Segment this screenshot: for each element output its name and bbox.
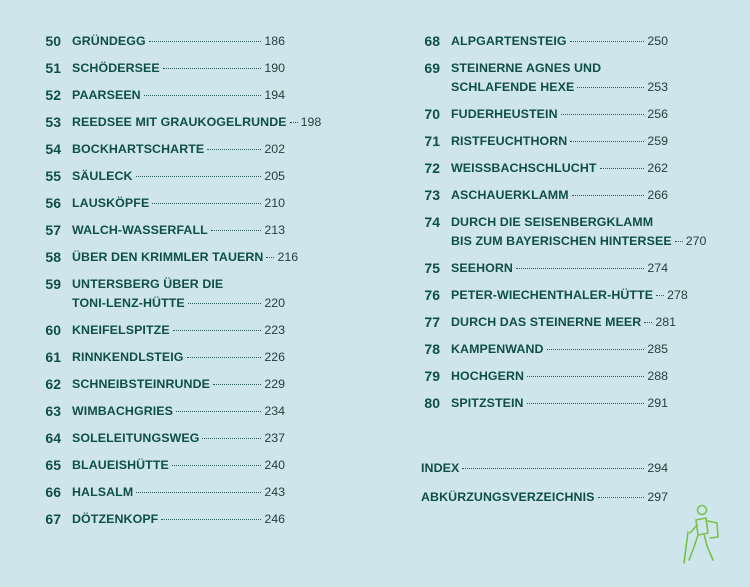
- toc-entry-body: [451, 160, 668, 177]
- toc-entry-body: [451, 214, 707, 250]
- toc-entry-line: [451, 33, 668, 50]
- toc-entry-line: [451, 214, 668, 231]
- toc-entry-number: 60: [45, 322, 61, 338]
- toc-entry-page-number: 274: [647, 261, 668, 275]
- toc-entry-title: KAMPENWAND: [451, 342, 544, 356]
- dot-leader: [207, 149, 261, 150]
- toc-entry-number: 65: [45, 457, 61, 473]
- toc-entry-number: 73: [424, 187, 440, 203]
- dot-leader: [172, 465, 261, 466]
- toc-entry-title: STEINERNE AGNES UND: [451, 61, 602, 75]
- toc-entry-line: [451, 60, 668, 77]
- toc-backmatter-entry[interactable]: [421, 489, 668, 506]
- dot-leader: [598, 497, 645, 498]
- dot-leader: [176, 411, 261, 412]
- toc-entry-line: [451, 341, 668, 358]
- toc-entry[interactable]: [412, 287, 688, 304]
- toc-entry[interactable]: [412, 395, 668, 412]
- toc-entry-line: [451, 395, 668, 412]
- toc-entry-page-number: 253: [647, 80, 668, 94]
- toc-entry-title: GRÜNDEGG: [72, 34, 146, 48]
- toc-entry-number: 53: [45, 114, 61, 130]
- toc-entry-body: [72, 376, 285, 393]
- toc-entry-title: BLAUEISHÜTTE: [72, 458, 169, 472]
- toc-entry-body: [72, 195, 285, 212]
- toc-entry-number: 66: [45, 484, 61, 500]
- toc-entry-body: [451, 260, 668, 277]
- toc-entry-number: 80: [424, 395, 440, 411]
- toc-entry-page-number: 223: [264, 323, 285, 337]
- toc-entry-line: [72, 114, 322, 131]
- toc-entry-line: [72, 87, 285, 104]
- toc-entry-title: WIMBACHGRIES: [72, 404, 174, 418]
- toc-entry-line: [72, 141, 285, 158]
- toc-entry-number: 67: [45, 511, 61, 527]
- dot-leader: [572, 195, 645, 196]
- toc-entry-title: WEISSBACHSCHLUCHT: [451, 161, 597, 175]
- toc-entry-body: [451, 33, 668, 50]
- toc-entry-title: SOLELEITUNGSWEG: [72, 431, 200, 445]
- toc-entry-page-number: 285: [647, 342, 668, 356]
- toc-entry-title: HALSALM: [72, 485, 134, 499]
- dot-leader: [149, 41, 262, 42]
- toc-entry-body: [451, 287, 688, 304]
- dot-leader: [527, 376, 644, 377]
- toc-entry-page-number: 256: [647, 107, 668, 121]
- toc-entry-number: 74: [424, 214, 440, 230]
- toc-entry-line: [72, 511, 285, 528]
- toc-entry-body: [451, 133, 668, 150]
- toc-entry-title: PAARSEEN: [72, 88, 141, 102]
- toc-entry-number: 69: [424, 60, 440, 76]
- toc-entry-page-number: 194: [264, 88, 285, 102]
- toc-entry-line: [451, 160, 668, 177]
- dot-leader: [561, 114, 645, 115]
- toc-entry-body: [451, 314, 677, 331]
- toc-entry-number: 57: [45, 222, 61, 238]
- toc-entry-page-number: 190: [264, 61, 285, 75]
- toc-entry-body: [72, 403, 285, 420]
- toc-entry-number: 63: [45, 403, 61, 419]
- toc-entry-title: FUDERHEUSTEIN: [451, 107, 558, 121]
- toc-entry-number: 55: [45, 168, 61, 184]
- dot-leader: [213, 384, 261, 385]
- toc-entry-body: [451, 60, 668, 96]
- toc-entry-line: [451, 287, 688, 304]
- toc-entry[interactable]: [33, 222, 285, 239]
- toc-entry-body: [72, 457, 285, 474]
- toc-entry[interactable]: [412, 133, 668, 150]
- toc-entry-line: [451, 233, 707, 250]
- toc-entry-title: ÜBER DEN KRIMMLER TAUERN: [72, 250, 264, 264]
- toc-entry-body: [72, 168, 285, 185]
- dot-leader: [570, 141, 644, 142]
- toc-entry-title: SCHLAFENDE HEXE: [451, 80, 575, 94]
- toc-entry-page-number: 270: [685, 234, 707, 248]
- toc-entry[interactable]: [412, 260, 668, 277]
- toc-entry-line: [451, 133, 668, 150]
- toc-entry[interactable]: [412, 187, 668, 204]
- toc-entry-line: [72, 249, 299, 266]
- toc-entry[interactable]: [33, 60, 285, 77]
- toc-entry-body: [72, 141, 285, 158]
- toc-entry-body: [72, 60, 285, 77]
- dot-leader: [144, 95, 262, 96]
- toc-entry-line: [72, 430, 285, 447]
- toc-entry-body: [451, 368, 668, 385]
- dot-leader: [187, 357, 262, 358]
- toc-entry-page-number: 226: [264, 350, 285, 364]
- toc-backmatter: [421, 460, 668, 518]
- toc-entry-body: [72, 484, 285, 501]
- toc-entry-page-number: 243: [264, 485, 285, 499]
- toc-entry-title: BOCKHARTSCHARTE: [72, 142, 205, 156]
- toc-entry-title: SEEHORN: [451, 261, 513, 275]
- toc-entry[interactable]: [33, 114, 322, 131]
- toc-entry[interactable]: [33, 276, 285, 312]
- dot-leader: [136, 176, 262, 177]
- toc-backmatter-entry[interactable]: [421, 460, 668, 477]
- dot-leader: [644, 322, 652, 323]
- toc-entry-body: [451, 341, 668, 358]
- toc-entry[interactable]: [33, 87, 285, 104]
- dot-leader: [527, 403, 645, 404]
- toc-entry-body: [72, 322, 285, 339]
- toc-entry-page-number: 240: [264, 458, 285, 472]
- toc-entry[interactable]: [33, 349, 285, 366]
- toc-entry-body: [451, 187, 668, 204]
- dot-leader: [173, 330, 262, 331]
- toc-entry-page-number: 297: [647, 490, 668, 504]
- toc-entry[interactable]: [33, 403, 285, 420]
- dot-leader: [675, 241, 683, 242]
- toc-entry-title: RINNKENDLSTEIG: [72, 350, 184, 364]
- toc-entry-page-number: 278: [667, 288, 688, 302]
- toc-entry-page-number: 246: [264, 512, 285, 526]
- toc-entry-title: SÄULECK: [72, 169, 133, 183]
- toc-entry-page-number: 234: [264, 404, 285, 418]
- toc-entry[interactable]: [412, 214, 707, 250]
- toc-entry-number: 76: [424, 287, 440, 303]
- toc-entry-page-number: 259: [647, 134, 668, 148]
- toc-entry-page-number: 198: [300, 115, 322, 129]
- toc-entry[interactable]: [33, 141, 285, 158]
- toc-backmatter-title: ABKÜRZUNGSVERZEICHNIS: [421, 490, 595, 504]
- toc-entry[interactable]: [33, 168, 285, 185]
- toc-entry-title: PETER-WIECHENTHALER-HÜTTE: [451, 288, 654, 302]
- toc-entry-page-number: 213: [264, 223, 285, 237]
- toc-entry-page-number: 186: [264, 34, 285, 48]
- toc-entry-body: [72, 87, 285, 104]
- toc-entry-number: 72: [424, 160, 440, 176]
- toc-entry-line: [451, 106, 668, 123]
- toc-entry[interactable]: [33, 322, 285, 339]
- toc-entry-line: [451, 79, 668, 96]
- toc-entry-line: [72, 457, 285, 474]
- toc-entry-body: [72, 511, 285, 528]
- toc-entry-page-number: 205: [264, 169, 285, 183]
- toc-entry-line: [421, 460, 668, 477]
- toc-entry-body: [72, 349, 285, 366]
- toc-entry-title: SCHNEIBSTEINRUNDE: [72, 377, 211, 391]
- dot-leader: [136, 492, 261, 493]
- toc-entry-line: [72, 168, 285, 185]
- dot-leader: [163, 68, 262, 69]
- toc-entry-page-number: 210: [264, 196, 285, 210]
- toc-entry-number: 62: [45, 376, 61, 392]
- toc-entry[interactable]: [412, 368, 668, 385]
- toc-entry-body: [451, 106, 668, 123]
- toc-entry-page-number: 202: [264, 142, 285, 156]
- toc-entry-line: [451, 260, 668, 277]
- toc-entry[interactable]: [33, 376, 285, 393]
- dot-leader: [462, 468, 644, 469]
- toc-entry[interactable]: [33, 457, 285, 474]
- toc-entry-line: [451, 314, 677, 331]
- dot-leader: [161, 519, 261, 520]
- toc-entry[interactable]: [33, 430, 285, 447]
- toc-entry-line: [451, 368, 668, 385]
- toc-entry[interactable]: [412, 106, 668, 123]
- toc-entry-line: [72, 276, 285, 293]
- toc-entry-number: 58: [45, 249, 61, 265]
- toc-entry-number: 68: [424, 33, 440, 49]
- toc-entry-title: REEDSEE MIT GRAUKOGELRUNDE: [72, 115, 287, 129]
- toc-entry-title: ASCHAUERKLAMM: [451, 188, 569, 202]
- hiker-icon: [680, 503, 724, 565]
- toc-entry[interactable]: [33, 484, 285, 501]
- toc-column-left: [33, 33, 322, 538]
- dot-leader: [266, 257, 274, 258]
- toc-entry-number: 52: [45, 87, 61, 103]
- toc-entry[interactable]: [33, 195, 285, 212]
- toc-entry-page-number: 229: [264, 377, 285, 391]
- toc-entry-line: [72, 60, 285, 77]
- toc-entry-line: [72, 484, 285, 501]
- dot-leader: [570, 41, 645, 42]
- toc-entry-line: [451, 187, 668, 204]
- toc-entry-page-number: 266: [647, 188, 668, 202]
- toc-entry-number: 64: [45, 430, 61, 446]
- toc-entry-title: WALCH-WASSERFALL: [72, 223, 208, 237]
- toc-entry-number: 78: [424, 341, 440, 357]
- toc-entry-title: UNTERSBERG ÜBER DIE: [72, 277, 224, 291]
- toc-entry-body: [72, 430, 285, 447]
- toc-entry-title: HOCHGERN: [451, 369, 525, 383]
- toc-entry[interactable]: [412, 160, 668, 177]
- toc-entry-page-number: 216: [277, 250, 299, 264]
- toc-entry[interactable]: [33, 511, 285, 528]
- toc-entry[interactable]: [412, 314, 677, 331]
- toc-entry-title: LAUSKÖPFE: [72, 196, 150, 210]
- toc-entry-number: 51: [45, 60, 61, 76]
- toc-entry-number: 56: [45, 195, 61, 211]
- toc-entry-body: [72, 249, 299, 266]
- toc-entry-title: DÖTZENKOPF: [72, 512, 159, 526]
- toc-column-right: [412, 33, 707, 422]
- toc-entry-title: SCHÖDERSEE: [72, 61, 160, 75]
- dot-leader: [600, 168, 645, 169]
- toc-entry-page-number: 294: [647, 461, 668, 475]
- toc-entry-number: 75: [424, 260, 440, 276]
- toc-entry-number: 54: [45, 141, 61, 157]
- toc-entry[interactable]: [33, 33, 285, 50]
- toc-entry-line: [72, 33, 285, 50]
- toc-entry-page-number: 250: [647, 34, 668, 48]
- toc-entry-number: 61: [45, 349, 61, 365]
- dot-leader: [188, 303, 262, 304]
- toc-entry-line: [72, 195, 285, 212]
- toc-entry-line: [72, 222, 285, 239]
- toc-entry-title: TONI-LENZ-HÜTTE: [72, 296, 185, 310]
- toc-entry-title: SPITZSTEIN: [451, 396, 524, 410]
- toc-entry-line: [72, 295, 285, 312]
- dot-leader: [202, 438, 261, 439]
- toc-entry-page-number: 220: [264, 296, 285, 310]
- toc-entry-line: [72, 376, 285, 393]
- toc-entry-page-number: 237: [264, 431, 285, 445]
- toc-entry[interactable]: [412, 33, 668, 50]
- toc-entry-page-number: 262: [647, 161, 668, 175]
- toc-entry-body: [72, 33, 285, 50]
- toc-entry-page-number: 288: [647, 369, 668, 383]
- dot-leader: [211, 230, 261, 231]
- toc-entry[interactable]: [412, 341, 668, 358]
- toc-entry-number: 50: [45, 33, 61, 49]
- toc-entry-body: [451, 395, 668, 412]
- toc-entry-body: [72, 276, 285, 312]
- dot-leader: [516, 268, 644, 269]
- toc-entry-page-number: 291: [647, 396, 668, 410]
- toc-entry-number: 71: [424, 133, 440, 149]
- toc-entry-number: 70: [424, 106, 440, 122]
- toc-entry[interactable]: [33, 249, 299, 266]
- toc-entry-title: DURCH DAS STEINERNE MEER: [451, 315, 642, 329]
- dot-leader: [290, 122, 298, 123]
- dot-leader: [547, 349, 645, 350]
- toc-entry-title: RISTFEUCHTHORN: [451, 134, 568, 148]
- toc-entry-title: KNEIFELSPITZE: [72, 323, 170, 337]
- dot-leader: [577, 87, 644, 88]
- toc-entry-number: 59: [45, 276, 61, 292]
- dot-leader: [152, 203, 261, 204]
- toc-backmatter-title: INDEX: [421, 461, 460, 475]
- dot-leader: [656, 295, 664, 296]
- toc-entry-line: [72, 403, 285, 420]
- toc-entry-number: 77: [424, 314, 440, 330]
- toc-entry-body: [72, 222, 285, 239]
- toc-entry[interactable]: [412, 60, 668, 96]
- toc-entry-title: DURCH DIE SEISENBERGKLAMM: [451, 215, 654, 229]
- toc-entry-line: [72, 349, 285, 366]
- toc-entry-title: ALPGARTENSTEIG: [451, 34, 567, 48]
- toc-entry-number: 79: [424, 368, 440, 384]
- toc-entry-line: [421, 489, 668, 506]
- toc-entry-body: [72, 114, 322, 131]
- toc-entry-title: BIS ZUM BAYERISCHEN HINTERSEE: [451, 234, 672, 248]
- toc-entry-page-number: 281: [655, 315, 677, 329]
- toc-entry-line: [72, 322, 285, 339]
